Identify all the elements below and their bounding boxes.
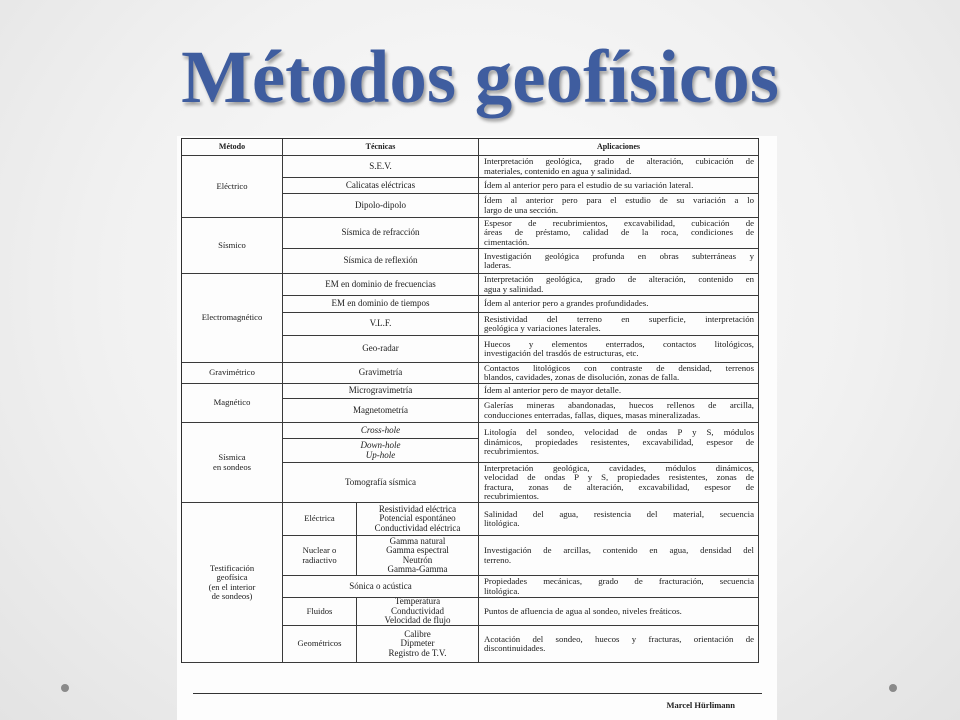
metodo-label-line: geofísica <box>216 572 248 583</box>
subgroup-label-line: Fluidos <box>306 605 333 616</box>
metodo-label-line: Eléctrico <box>216 180 248 191</box>
subgroup-label-line: Geométricos <box>297 638 342 649</box>
geophysical-methods-table <box>181 138 759 663</box>
tecnica-cell <box>283 249 479 274</box>
aplicacion-text-line: litológica. <box>484 585 520 596</box>
tecnica-cell <box>283 576 479 598</box>
aplicacion-text-line: Ídem al anterior pero a grandes profundidades. <box>484 298 649 309</box>
tecnica-label-line: Conductividad <box>391 605 444 616</box>
tecnica-cell <box>283 463 479 503</box>
aplicacion-text-line: áreas de préstamo, calidad de la roca, condiciones de <box>484 227 754 238</box>
metodo-cell <box>182 423 283 503</box>
slide-title: Métodos geofísicos <box>181 36 779 119</box>
header-aplicaciones <box>479 139 759 156</box>
tecnica-label-line: Geo-radar <box>362 343 399 354</box>
aplicacion-text-line: Interpretación geológica, cavidades, módulos dinámicos, <box>484 463 754 473</box>
tecnica-cell <box>283 363 479 384</box>
tecnica-cell <box>283 336 479 363</box>
tecnica-label-line: Potencial espontáneo <box>379 513 456 524</box>
aplicacion-cell <box>479 463 759 503</box>
aplicacion-cell <box>479 384 759 399</box>
aplicacion-text-line: Ídem al anterior pero de mayor detalle. <box>484 385 622 396</box>
tecnica-cell <box>357 598 479 626</box>
metodo-label-line: (en el interior <box>208 581 256 592</box>
tecnica-part <box>283 423 478 438</box>
metodo-label-line: Testificación <box>209 562 255 573</box>
subgroup-label-line: radiactivo <box>302 554 337 565</box>
aplicacion-text-line: Contactos litológicos con contraste de densidad, terrenos <box>484 363 754 373</box>
subgroup-label-line: Eléctrica <box>304 513 335 524</box>
metodo-cell <box>182 363 283 384</box>
metodo-cell <box>182 274 283 363</box>
tecnica-label-line: Dipolo-dipolo <box>355 199 406 210</box>
tecnica-label-line: Sónica o acústica <box>349 580 412 591</box>
header-metodo <box>182 139 283 156</box>
table-scan-image <box>177 136 777 720</box>
aplicacion-text-line: terreno. <box>484 554 512 565</box>
header-label: Método <box>218 142 246 152</box>
aplicacion-text-line: Propiedades mecánicas, grado de fracturación, secuencia <box>484 576 754 587</box>
tecnica-label-line: Calibre <box>404 628 431 639</box>
aplicacion-cell <box>479 423 759 463</box>
tecnica-label-line: Up-hole <box>365 449 396 460</box>
tecnica-label-line: Gamma natural <box>389 536 446 546</box>
metodo-cell <box>182 156 283 218</box>
aplicacion-text-line: Galerías mineras abandonadas, huecos rellenos de arcilla, <box>484 400 754 411</box>
tecnica-label-line: Conductividad eléctrica <box>374 522 461 533</box>
tecnica-label-line: V.L.F. <box>369 318 392 329</box>
subgroup-cell <box>283 598 357 626</box>
metodo-label-line: Magnético <box>213 397 251 408</box>
aplicacion-cell <box>479 274 759 296</box>
metodo-cell <box>182 503 283 663</box>
aplicacion-text-line: discontinuidades. <box>484 643 546 653</box>
tecnica-cell <box>283 384 479 399</box>
left-bullet-dot <box>61 684 69 692</box>
aplicacion-text-line: Interpretación geológica, grado de alteración, contenido en <box>484 274 754 285</box>
aplicacion-text-line: agua y salinidad. <box>484 283 544 294</box>
tecnica-label-line: EM en dominio de tiempos <box>331 298 430 309</box>
subgroup-cell <box>283 503 357 536</box>
aplicacion-cell <box>479 218 759 249</box>
aplicacion-cell <box>479 536 759 576</box>
header-label: Aplicaciones <box>596 142 641 152</box>
aplicacion-text-line: blandos, cavidades, zonas de disolución, zonas de falla. <box>484 372 680 382</box>
header-tecnicas <box>283 139 479 156</box>
tecnica-cell <box>357 503 479 536</box>
tecnica-label-line: Tomografía sísmica <box>344 476 417 487</box>
aplicacion-text-line: largo de una sección. <box>484 204 559 215</box>
aplicacion-cell <box>479 194 759 218</box>
aplicacion-text-line: Ídem al anterior pero para el estudio de su variación lateral. <box>484 179 694 190</box>
aplicacion-text-line: Puntos de afluencia de agua al sondeo, niveles freáticos. <box>484 605 682 616</box>
header-label: Técnicas <box>365 142 396 152</box>
tecnica-label-line: Registro de T.V. <box>388 647 447 658</box>
aplicacion-text-line: investigación del trasdós de estructuras, etc. <box>484 348 639 358</box>
tecnica-label-line: Sísmica de reflexión <box>343 255 418 266</box>
tecnica-label-line: Neutrón <box>402 554 433 565</box>
tecnica-cell <box>283 296 479 313</box>
aplicacion-text-line: materiales, contenido en agua y salinidad. <box>484 165 632 176</box>
metodo-label-line: Sísmico <box>218 239 246 250</box>
subgroup-cell <box>283 536 357 576</box>
tecnica-part <box>283 438 478 462</box>
aplicacion-cell <box>479 576 759 598</box>
aplicacion-text-line: Litología del sondeo, velocidad de ondas P y S, módulos <box>484 427 754 438</box>
aplicacion-text-line: Acotación del sondeo, huecos y fracturas, orientación de <box>484 633 754 644</box>
aplicacion-text-line: Huecos y elementos enterrados, contactos litológicos, <box>484 338 754 349</box>
tecnica-label-line: Resistividad eléctrica <box>378 503 457 514</box>
tecnica-label-line: Temperatura <box>394 598 441 607</box>
tecnica-label-line: Sísmica de refracción <box>341 227 420 238</box>
aplicacion-cell <box>479 399 759 423</box>
tecnica-cell <box>283 218 479 249</box>
aplicacion-text-line: Salinidad del agua, resistencia del material, secuencia <box>484 508 754 519</box>
tecnica-label-line: Cross-hole <box>360 424 401 435</box>
metodo-label-line: de sondeos) <box>211 590 253 601</box>
tecnica-cell <box>283 423 479 463</box>
aplicacion-cell <box>479 296 759 313</box>
tecnica-label-line: Down-hole <box>360 440 401 451</box>
aplicacion-cell <box>479 336 759 363</box>
aplicacion-cell <box>479 626 759 663</box>
aplicacion-text-line: geológica y variaciones laterales. <box>484 323 601 333</box>
aplicacion-text-line: litológica. <box>484 518 520 528</box>
aplicacion-cell <box>479 178 759 194</box>
right-bullet-dot <box>889 684 897 692</box>
tecnica-cell <box>283 156 479 178</box>
aplicacion-cell <box>479 598 759 626</box>
tecnica-cell <box>283 399 479 423</box>
tecnica-label-line: Gravimetría <box>358 367 403 378</box>
aplicacion-cell <box>479 156 759 178</box>
aplicacion-text-line: cimentación. <box>484 236 530 247</box>
tecnica-label-line: Gamma-Gamma <box>387 563 448 574</box>
aplicacion-text-line: Espesor de recubrimientos, excavabilidad, cubicación de <box>484 218 754 228</box>
aplicacion-text-line: Investigación de arcillas, contenido en agua, densidad del <box>484 545 754 556</box>
tecnica-label-line: Calicatas eléctricas <box>345 179 416 190</box>
aplicacion-cell <box>479 503 759 536</box>
aplicacion-text-line: Ídem al anterior pero para el estudio de su variación a lo <box>484 195 754 206</box>
tecnica-label-line: Magnetometría <box>353 404 408 415</box>
tecnica-cell <box>357 536 479 576</box>
metodo-label-line: Electromagnético <box>201 312 263 323</box>
tecnica-label-line: Velocidad de flujo <box>384 615 451 626</box>
author-credit: Marcel Hürlimann <box>666 700 735 710</box>
aplicacion-cell <box>479 249 759 274</box>
tecnica-cell <box>283 313 479 336</box>
metodo-label-line: Gravimétrico <box>209 367 255 378</box>
aplicacion-text-line: recubrimientos. <box>484 446 539 457</box>
metodo-label-line: Sísmica <box>218 452 246 463</box>
footer-rule <box>193 693 762 694</box>
aplicacion-cell <box>479 363 759 384</box>
tecnica-label-line: Microgravimetría <box>348 385 413 396</box>
tecnica-label-line: Dipmeter <box>400 638 435 649</box>
tecnica-label-line: S.E.V. <box>369 160 392 171</box>
subgroup-cell <box>283 626 357 663</box>
tecnica-cell <box>283 194 479 218</box>
tecnica-cell <box>283 274 479 296</box>
tecnica-label-line: EM en dominio de frecuencias <box>325 278 436 289</box>
aplicacion-text-line: Investigación geológica profunda en obras subterráneas y <box>484 250 754 261</box>
aplicacion-text-line: Resistividad del terreno en superficie, interpretación <box>484 313 754 324</box>
tecnica-cell <box>357 626 479 663</box>
subgroup-label-line: Nuclear o <box>302 545 337 556</box>
tecnica-label-line: Gamma espectral <box>386 545 449 556</box>
metodo-cell <box>182 218 283 274</box>
aplicacion-cell <box>479 313 759 336</box>
tecnica-cell <box>283 178 479 194</box>
aplicacion-text-line: conducciones enterradas, fallas, diques, masas mineralizadas. <box>484 409 701 420</box>
aplicacion-text-line: Interpretación geológica, grado de alteración, cubicación de <box>484 156 754 167</box>
metodo-label-line: en sondeos <box>213 461 251 472</box>
aplicacion-text-line: recubrimientos. <box>484 490 539 501</box>
aplicacion-text-line: velocidad de ondas P y S, propiedades resistentes, zonas de <box>484 472 754 483</box>
aplicacion-text-line: dinámicos, propiedades resistentes, excavabilidad, espesor de <box>484 436 754 447</box>
aplicacion-text-line: laderas. <box>484 260 512 270</box>
metodo-cell <box>182 384 283 423</box>
aplicacion-text-line: fractura, zonas de alteración, excavabilidad, espesor de <box>484 481 754 492</box>
